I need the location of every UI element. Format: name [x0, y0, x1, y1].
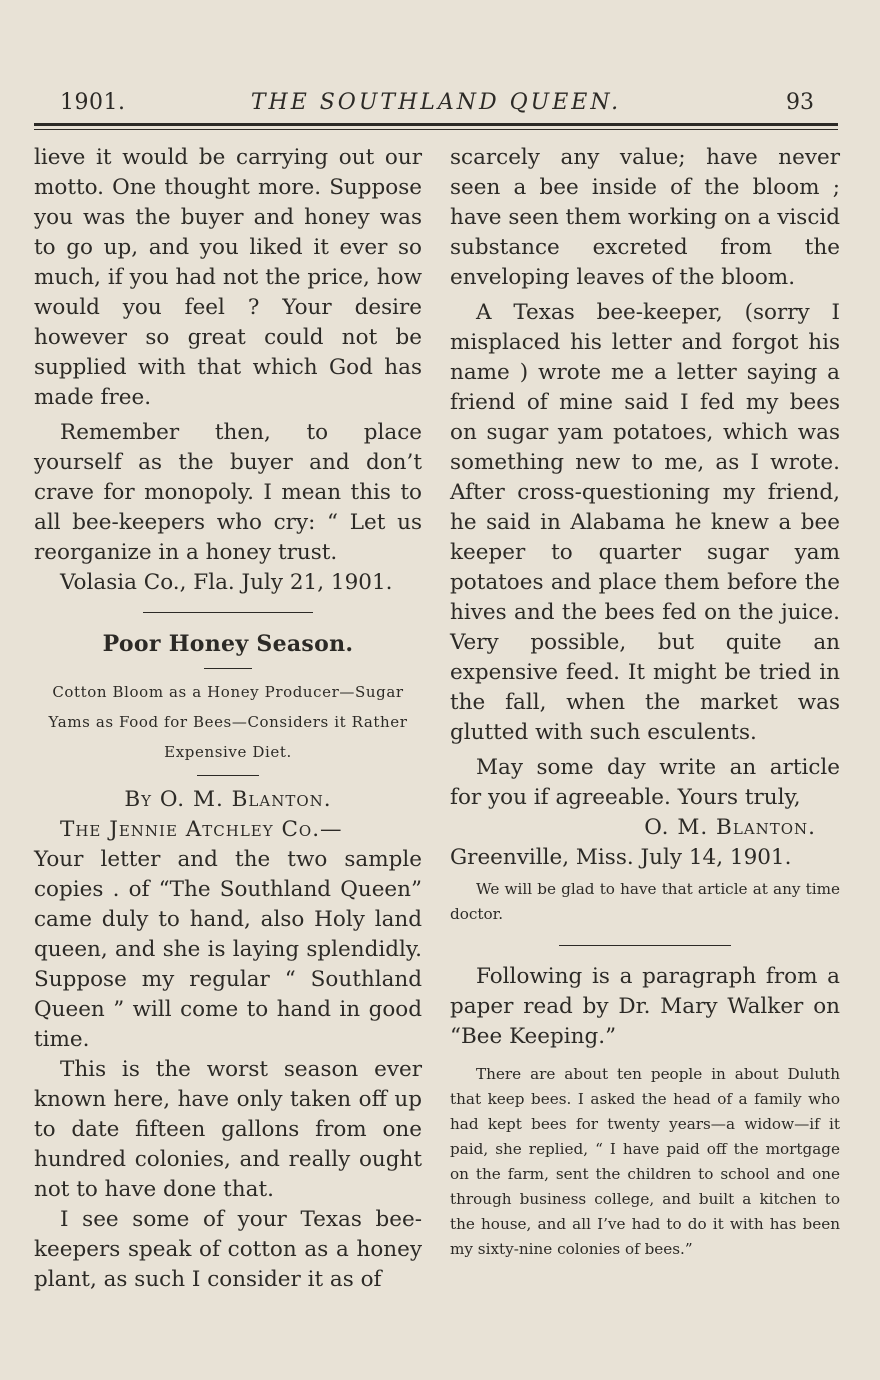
left-column	[34, 143, 422, 1295]
running-header	[34, 86, 838, 120]
left-paragraph-2: Remember then, to place yourself as the buyer and don’t crave for monopoly. I mean this to all bee-keepers who cry: “ Let us reorganize in a honey trust.	[34, 420, 422, 565]
right-paragraph-1: scarcely any value; have never seen a bee inside of the bloom ; have seen them working on a viscid substance excreted from the enveloping leaves of the bloom.	[450, 145, 840, 290]
right-column	[450, 143, 840, 1262]
section-subheading: Cotton Bloom as a Honey Producer—Sugar Yams as Food for Bees—Considers it Rather Expensive Diet.	[48, 683, 408, 761]
left-paragraph-1: lieve it would be carrying out our motto. One thought more. Suppose you was the buyer and honey was to go up, and you liked it ever so much, if you had not the price, how would you feel ? Your desire however so great could not be supplied with that which God has made free.	[34, 145, 422, 410]
left-dateline: Volasia Co., Fla. July 21, 1901.	[60, 570, 393, 595]
page-number: 93	[786, 90, 814, 115]
right-paragraph-4: Following is a paragraph from a paper read by Dr. Mary Walker on “Bee Keeping.”	[450, 964, 840, 1049]
right-dateline: Greenville, Miss. July 14, 1901.	[450, 845, 792, 870]
left-paragraph-4: This is the worst season ever known here, have only taken off up to date fifteen gallons from one hundred colonies, and really ought not to have done that.	[34, 1057, 422, 1202]
letter-addressee: The Jennie Atchley Co.—	[60, 817, 343, 842]
right-paragraph-3: May some day write an article for you if agreeable. Yours truly,	[450, 755, 840, 810]
header-rule-thin	[34, 129, 838, 130]
subheading-divider	[197, 775, 259, 776]
header-rule-thick	[34, 123, 838, 126]
title-divider	[204, 668, 252, 669]
header-title: THE SOUTHLAND QUEEN.	[250, 90, 622, 115]
signature: O. M. Blanton.	[644, 815, 816, 840]
quoted-paragraph: There are about ten people in about Duluth that keep bees. I asked the head of a family who had kept bees for twenty years—a widow—if it paid, she replied, “ I have paid off the mortgage on the farm, sent the children to school and one through business college, and built a kitchen to the house, and all I’ve had to do it with has been my sixty-nine colonies of bees.”	[450, 1065, 840, 1258]
right-paragraph-2: A Texas bee-keeper, (sorry I misplaced his letter and forgot his name ) wrote me a letter saying a friend of mine said I fed my bees on sugar yam potatoes, which was something new to me, as I wrote. After cross-questioning my friend, he said in Alabama he knew a bee keeper to quarter sugar yam potatoes and place them before the hives and the bees fed on the juice. Very possible, but quite an expensive feed. It might be tried in the fall, when the market was glutted with such esculents.	[450, 300, 840, 745]
left-paragraph-3: Your letter and the two sample copies . of “The Southland Queen” came duly to hand, also Holy land queen, and she is laying splendidly. Suppose my regular “ Southland Queen ” will come to hand in good time.	[34, 847, 422, 1052]
byline: By O. M. Blanton.	[124, 787, 332, 812]
section-title: Poor Honey Season.	[102, 631, 354, 657]
section-divider	[143, 612, 313, 613]
left-paragraph-5: I see some of your Texas bee-keepers speak of cotton as a honey plant, as such I consider it as of	[34, 1207, 422, 1292]
note-divider	[559, 945, 731, 946]
header-year: 1901.	[60, 90, 126, 115]
editor-note: We will be glad to have that article at any time doctor.	[450, 880, 840, 923]
